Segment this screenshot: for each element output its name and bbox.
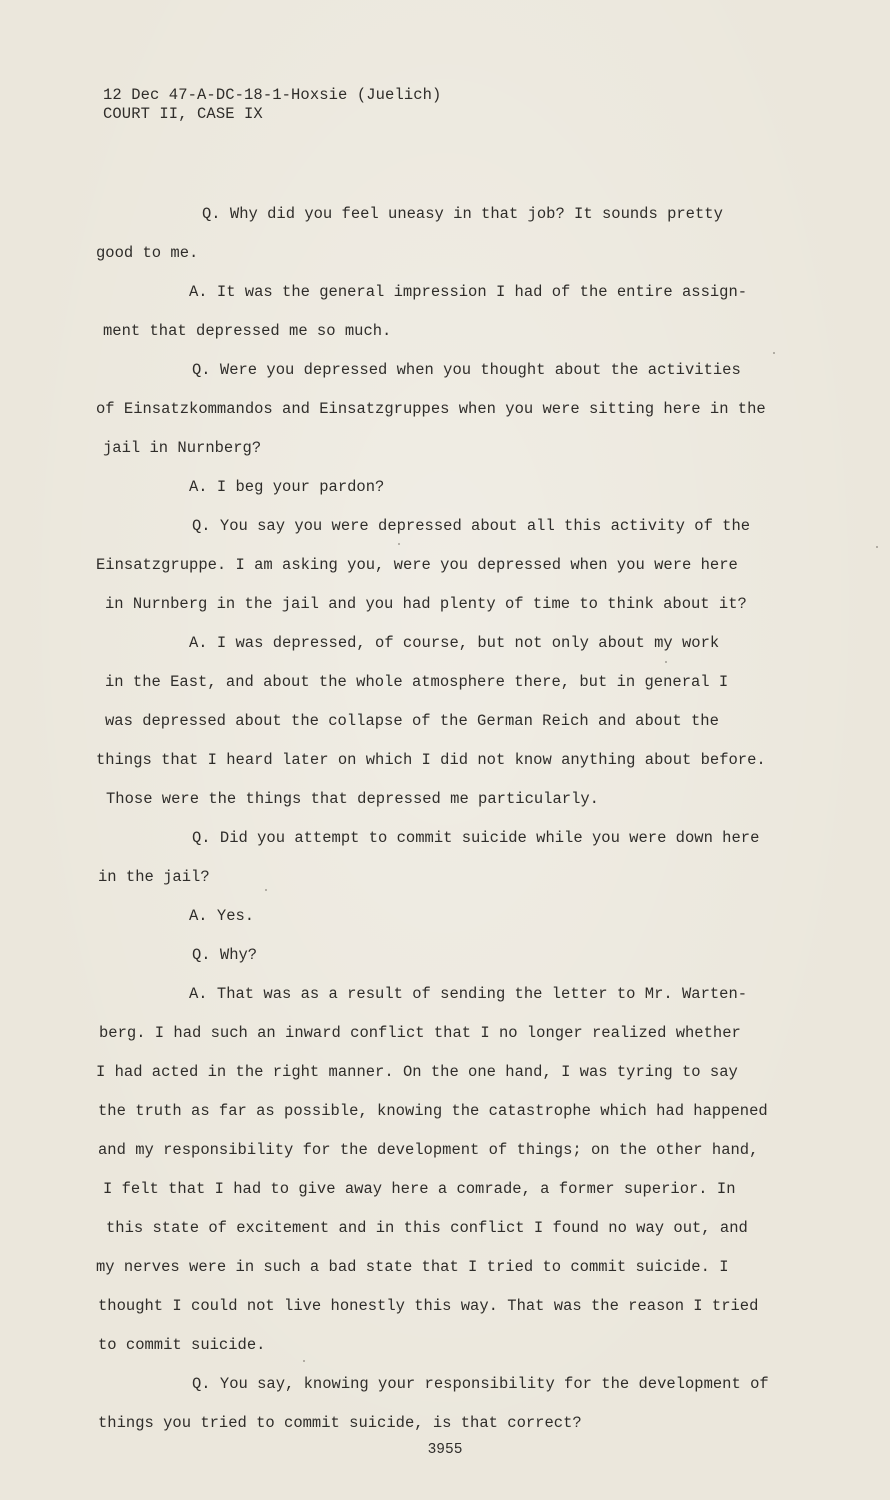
- paper-speck: [876, 546, 878, 548]
- transcript-line: in the East, and about the whole atmosphere there, but in general I: [105, 673, 729, 691]
- transcript-line: Q. You say you were depressed about all this activity of the: [192, 517, 751, 535]
- transcript-line: berg. I had such an inward conflict that I no longer realized whether: [99, 1024, 741, 1042]
- transcript-line: thought I could not live honestly this way. That was the reason I tried: [98, 1297, 759, 1315]
- transcript-line: this state of excitement and in this conflict I found no way out, and: [106, 1219, 748, 1237]
- transcript-line: Q. Why?: [192, 946, 258, 964]
- paper-speck: [265, 889, 267, 891]
- transcript-line: and my responsibility for the development of things; on the other hand,: [98, 1141, 759, 1159]
- transcript-line: ment that depressed me so much.: [103, 322, 392, 340]
- transcript-line: Q. Did you attempt to commit suicide while you were down here: [192, 829, 760, 847]
- transcript-line: A. I was depressed, of course, but not only about my work: [189, 634, 720, 652]
- paper-speck: [665, 661, 667, 663]
- header-session-line: 12 Dec 47-A-DC-18-1-Hoxsie (Juelich): [103, 86, 442, 104]
- transcript-line: A. I beg your pardon?: [189, 478, 385, 496]
- paper-speck: [303, 1360, 305, 1362]
- paper-speck: [773, 352, 775, 354]
- transcript-line: to commit suicide.: [98, 1336, 266, 1354]
- transcript-line: was depressed about the collapse of the German Reich and about the: [105, 712, 719, 730]
- transcript-line: A. It was the general impression I had of the entire assign-: [189, 283, 748, 301]
- transcript-line: Q. Were you depressed when you thought about the activities: [192, 361, 741, 379]
- transcript-line: Q. You say, knowing your responsibility for the development of: [192, 1375, 769, 1393]
- transcript-line: things that I heard later on which I did not know anything about before.: [96, 751, 766, 769]
- document-header: [103, 86, 441, 124]
- transcript-line: Q. Why did you feel uneasy in that job? It sounds pretty: [202, 205, 723, 223]
- transcript-line: A. That was as a result of sending the letter to Mr. Warten-: [189, 985, 748, 1003]
- transcript-line: good to me.: [96, 244, 199, 262]
- transcript-line: things you tried to commit suicide, is that correct?: [98, 1414, 582, 1432]
- transcript-line: in Nurnberg in the jail and you had plenty of time to think about it?: [105, 595, 747, 613]
- transcript-line: the truth as far as possible, knowing the catastrophe which had happened: [98, 1102, 768, 1120]
- transcript-line: Those were the things that depressed me particularly.: [106, 790, 599, 808]
- transcript-line: jail in Nurnberg?: [103, 439, 262, 457]
- header-court-line: COURT II, CASE IX: [103, 105, 263, 123]
- page-number: 3955: [427, 1442, 463, 1458]
- transcript-line: my nerves were in such a bad state that I tried to commit suicide. I: [96, 1258, 729, 1276]
- transcript-line: of Einsatzkommandos and Einsatzgruppes when you were sitting here in the: [96, 400, 766, 418]
- paper-speck: [398, 543, 400, 545]
- transcript-line: in the jail?: [98, 868, 210, 886]
- transcript-line: Einsatzgruppe. I am asking you, were you depressed when you were here: [96, 556, 738, 574]
- transcript-line: I felt that I had to give away here a comrade, a former superior. In: [103, 1180, 736, 1198]
- transcript-line: A. Yes.: [189, 907, 255, 925]
- transcript-line: I had acted in the right manner. On the one hand, I was tyring to say: [96, 1063, 738, 1081]
